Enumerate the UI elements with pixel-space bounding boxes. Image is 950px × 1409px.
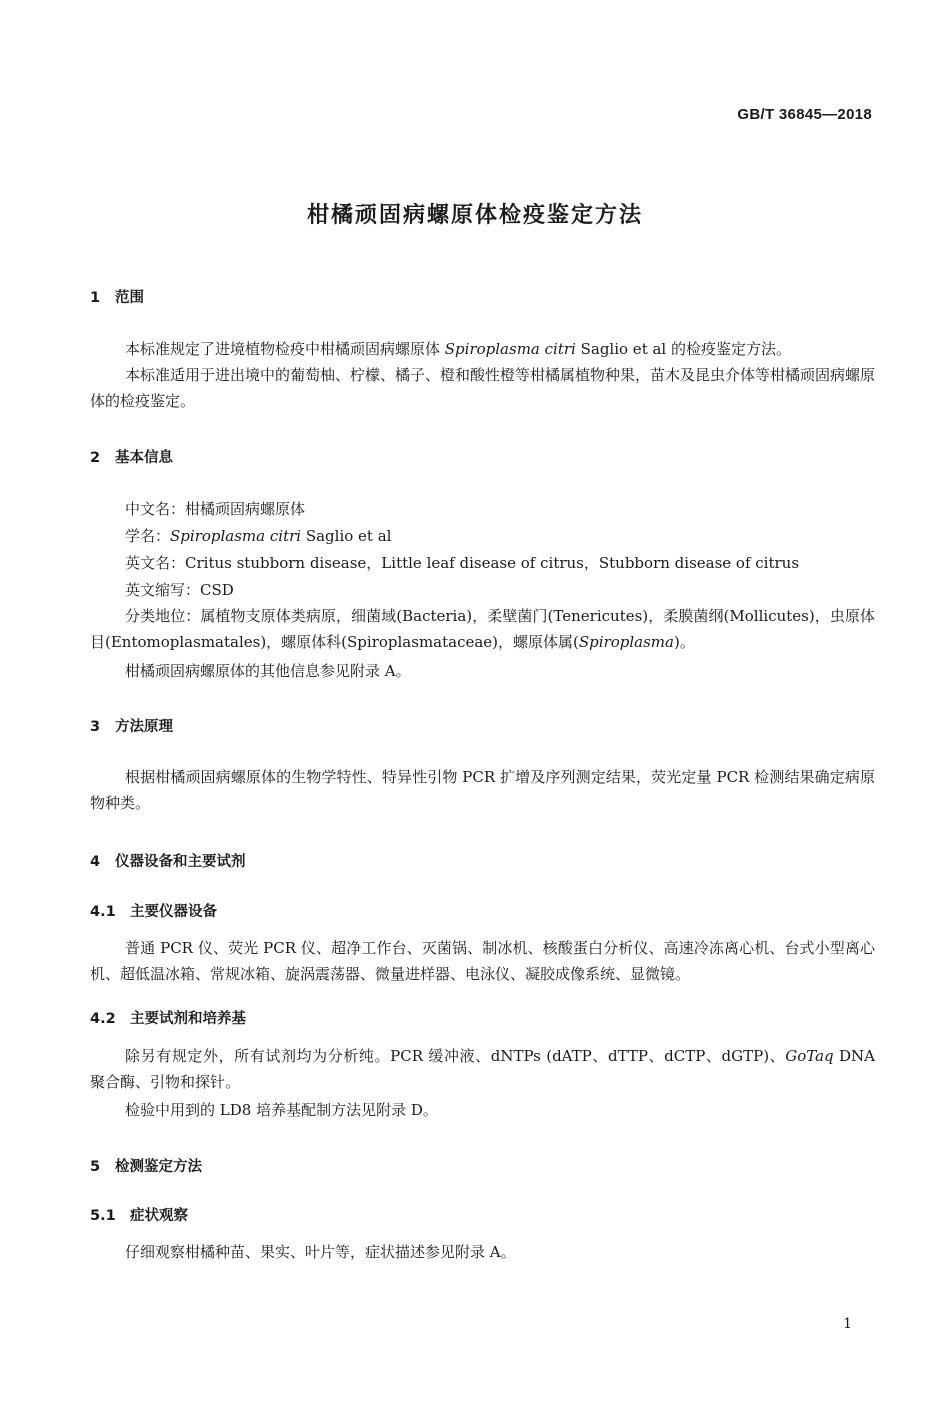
section-3-heading bbox=[90, 715, 173, 736]
page-number: 1 bbox=[843, 1316, 852, 1332]
section-4-1-paragraph-1: 普通 PCR 仪、荧光 PCR 仪、超净工作台、灭菌锅、制冰机、核酸蛋白分析仪、高速冷冻离心机、台式小型离心机、超低温冰箱、常规冰箱、旋涡震荡器、微量进样器、电泳仪、凝胶成像系统、显微镜。 bbox=[90, 939, 875, 983]
document-title: 柑橘顽固病螺原体检疫鉴定方法 bbox=[306, 203, 643, 228]
taxonomy-paragraph bbox=[90, 603, 875, 655]
section-1-heading bbox=[90, 286, 144, 307]
chinese-name-line: 中文名：柑橘顽固病螺原体 bbox=[125, 500, 306, 518]
scientific-name: Spiroplasma citri bbox=[170, 527, 302, 545]
section-1-paragraph-1 bbox=[90, 336, 875, 362]
scientific-name: Spiroplasma citri bbox=[444, 340, 576, 358]
label: 学名： bbox=[125, 527, 171, 545]
section-title: 方法原理 bbox=[115, 719, 173, 735]
section-1-paragraph-2: 本标准适用于进出境中的葡萄柚、柠檬、橘子、橙和酸性橙等柑橘属植物种果，苗木及昆虫介体等柑橘顽固病螺原体的检疫鉴定。 bbox=[90, 366, 876, 410]
section-number: 3 bbox=[90, 719, 101, 735]
section-title: 仪器设备和主要试剂 bbox=[115, 854, 246, 870]
scientific-name-line bbox=[125, 525, 391, 546]
section-4-heading bbox=[90, 850, 246, 871]
section-title: 主要仪器设备 bbox=[130, 904, 217, 920]
section-title: 基本信息 bbox=[115, 450, 173, 466]
section-4-2-heading bbox=[90, 1007, 246, 1028]
section-4-1-heading bbox=[90, 900, 217, 921]
section-5-heading bbox=[90, 1155, 202, 1176]
text: 分类地位：属植物支原体类病原，细菌域(Bacteria)，柔壁菌门(Tenericutes)，柔膜菌纲(Mollicutes)，虫原体目(Entomoplasmatales)，螺原体科(Spiroplasmataceae)，螺原体属( bbox=[90, 607, 875, 651]
section-number: 4 bbox=[90, 854, 101, 870]
section-title: 主要试剂和培养基 bbox=[130, 1011, 246, 1027]
section-5-1-paragraph-1: 仔细观察柑橘种苗、果实、叶片等，症状描述参见附录 A。 bbox=[125, 1243, 516, 1261]
text: )。 bbox=[673, 633, 695, 651]
section-4-2-paragraph-1 bbox=[90, 1043, 875, 1095]
section-2-heading bbox=[90, 446, 173, 467]
section-number: 1 bbox=[90, 290, 101, 306]
text: Saglio et al bbox=[301, 527, 392, 545]
product-name: GoTaq bbox=[785, 1047, 834, 1065]
text: DNA 聚合酶、引物和探针。 bbox=[90, 1047, 875, 1091]
section-number: 5 bbox=[90, 1159, 101, 1175]
other-info-line: 柑橘顽固病螺原体的其他信息参见附录 A。 bbox=[125, 662, 411, 680]
section-number: 4.2 bbox=[90, 1011, 116, 1027]
text: Saglio et al 的检疫鉴定方法。 bbox=[575, 340, 791, 358]
text: 除另有规定外，所有试剂均为分析纯。PCR 缓冲液、dNTPs (dATP、dTTP、dCTP、dGTP)、 bbox=[125, 1047, 786, 1065]
section-number: 2 bbox=[90, 450, 101, 466]
section-title: 检测鉴定方法 bbox=[115, 1159, 202, 1175]
english-name-line: 英文名：Critus stubborn disease，Little leaf disease of citrus，Stubborn disease of citrus bbox=[125, 554, 800, 572]
text: 本标准规定了进境植物检疫中柑橘顽固病螺原体 bbox=[125, 340, 445, 358]
section-number: 5.1 bbox=[90, 1208, 116, 1224]
abbreviation-line: 英文缩写：CSD bbox=[125, 581, 234, 599]
standard-number: GB/T 36845—2018 bbox=[737, 106, 872, 123]
section-5-1-heading bbox=[90, 1204, 188, 1225]
section-4-2-paragraph-2: 检验中用到的 LD8 培养基配制方法见附录 D。 bbox=[125, 1101, 438, 1119]
section-title: 症状观察 bbox=[130, 1208, 188, 1224]
genus-name: Spiroplasma bbox=[578, 633, 674, 651]
section-title: 范围 bbox=[115, 290, 144, 306]
section-number: 4.1 bbox=[90, 904, 116, 920]
section-3-paragraph-1: 根据柑橘顽固病螺原体的生物学特性、特异性引物 PCR 扩增及序列测定结果，荧光定量 PCR 检测结果确定病原物种类。 bbox=[90, 768, 875, 812]
